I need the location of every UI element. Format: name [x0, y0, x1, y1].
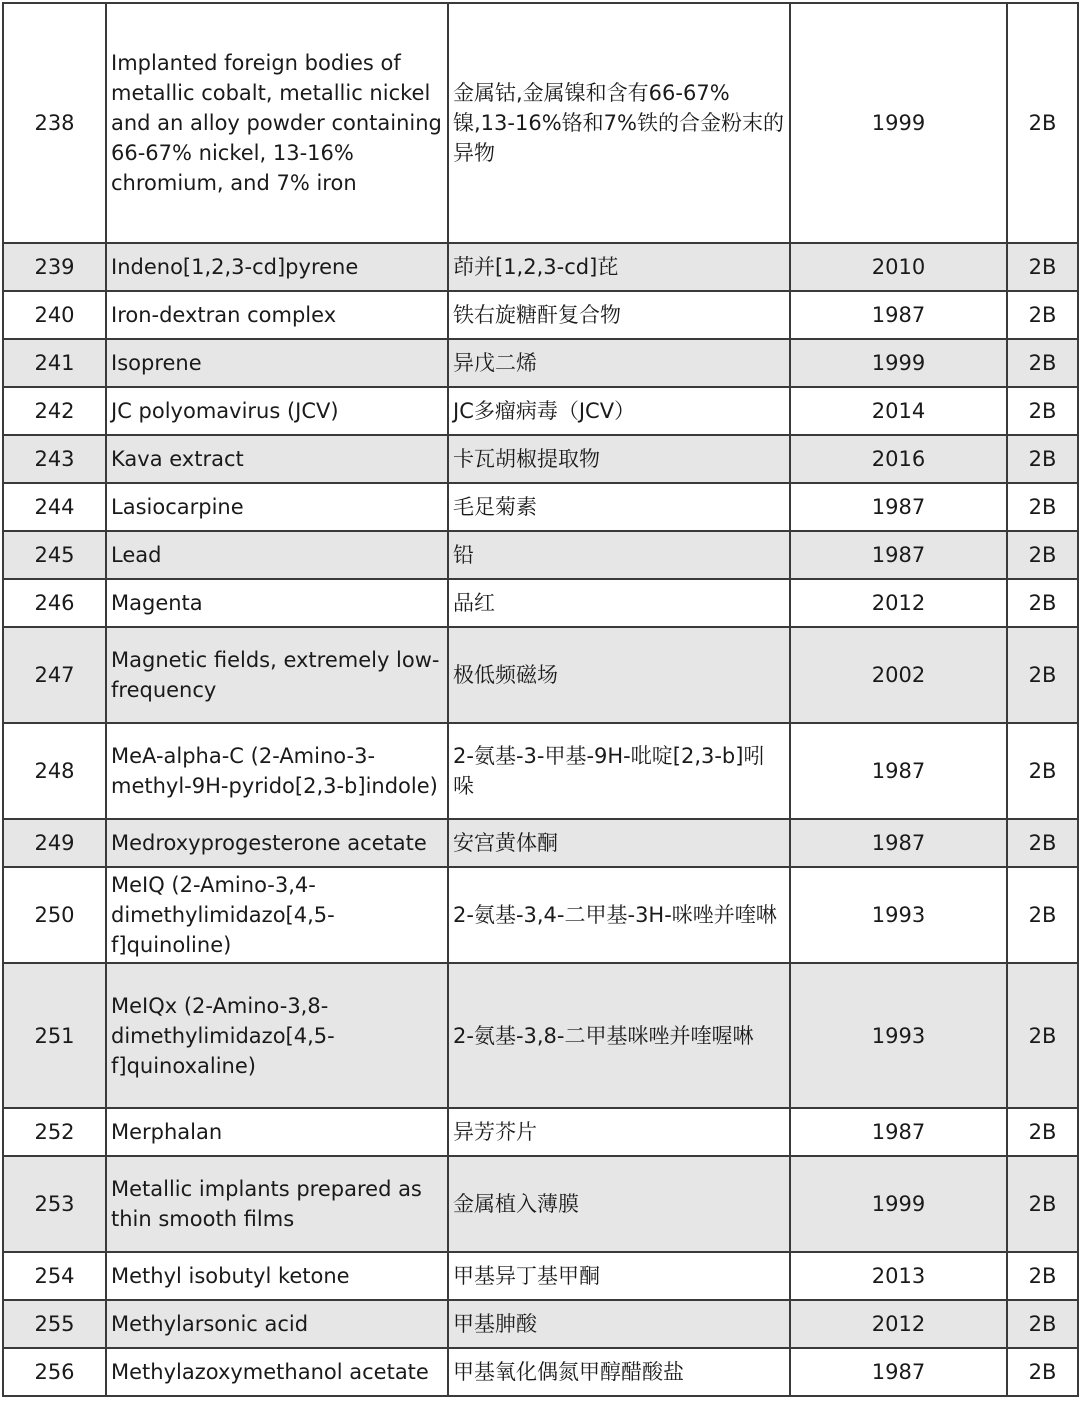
iarc-group: 2B	[1007, 483, 1078, 531]
iarc-group: 2B	[1007, 963, 1078, 1108]
chinese-name: 铁右旋糖酐复合物	[448, 291, 790, 339]
row-number: 248	[3, 723, 106, 819]
english-name: Methylazoxymethanol acetate	[106, 1348, 448, 1396]
chinese-name: 金属植入薄膜	[448, 1156, 790, 1252]
table-row	[3, 1156, 1078, 1252]
chinese-name: 2-氨基-3,4-二甲基-3H-咪唑并喹啉	[448, 867, 790, 963]
english-name: Magnetic fields, extremely low-frequency	[106, 627, 448, 723]
iarc-group: 2B	[1007, 291, 1078, 339]
chinese-name: 金属钴,金属镍和含有66-67%镍,13-16%铬和7%铁的合金粉末的异物	[448, 3, 790, 243]
iarc-group: 2B	[1007, 387, 1078, 435]
table-row	[3, 819, 1078, 867]
table-row	[3, 1348, 1078, 1396]
chinese-name: 安宫黄体酮	[448, 819, 790, 867]
evaluation-year: 1987	[790, 723, 1007, 819]
evaluation-year: 1999	[790, 339, 1007, 387]
chinese-name: 卡瓦胡椒提取物	[448, 435, 790, 483]
evaluation-year: 1993	[790, 963, 1007, 1108]
english-name: JC polyomavirus (JCV)	[106, 387, 448, 435]
iarc-group: 2B	[1007, 867, 1078, 963]
chinese-name: 铅	[448, 531, 790, 579]
evaluation-year: 2012	[790, 579, 1007, 627]
evaluation-year: 1987	[790, 291, 1007, 339]
chinese-name: 甲基胂酸	[448, 1300, 790, 1348]
english-name: Medroxyprogesterone acetate	[106, 819, 448, 867]
evaluation-year: 1987	[790, 531, 1007, 579]
row-number: 243	[3, 435, 106, 483]
chinese-name: 毛足菊素	[448, 483, 790, 531]
english-name: Implanted foreign bodies of metallic cobalt, metallic nickel and an alloy powder containing 66-67% nickel, 13-16% chromium, and 7% iron	[106, 3, 448, 243]
table-row	[3, 867, 1078, 963]
table-row	[3, 627, 1078, 723]
chinese-name: 甲基异丁基甲酮	[448, 1252, 790, 1300]
row-number: 240	[3, 291, 106, 339]
iarc-group: 2B	[1007, 1348, 1078, 1396]
evaluation-year: 2014	[790, 387, 1007, 435]
row-number: 239	[3, 243, 106, 291]
chinese-name: 2-氨基-3,8-二甲基咪唑并喹喔啉	[448, 963, 790, 1108]
table-row	[3, 1252, 1078, 1300]
english-name: Metallic implants prepared as thin smooth films	[106, 1156, 448, 1252]
row-number: 252	[3, 1108, 106, 1156]
english-name: Merphalan	[106, 1108, 448, 1156]
english-name: Methyl isobutyl ketone	[106, 1252, 448, 1300]
chinese-name: JC多瘤病毒（JCV）	[448, 387, 790, 435]
table-row	[3, 723, 1078, 819]
row-number: 241	[3, 339, 106, 387]
row-number: 254	[3, 1252, 106, 1300]
row-number: 251	[3, 963, 106, 1108]
table-row	[3, 3, 1078, 243]
table-row	[3, 339, 1078, 387]
chinese-name: 异戊二烯	[448, 339, 790, 387]
iarc-group: 2B	[1007, 1156, 1078, 1252]
iarc-group: 2B	[1007, 243, 1078, 291]
iarc-group: 2B	[1007, 1252, 1078, 1300]
evaluation-year: 2010	[790, 243, 1007, 291]
english-name: Indeno[1,2,3-cd]pyrene	[106, 243, 448, 291]
row-number: 244	[3, 483, 106, 531]
table-row	[3, 387, 1078, 435]
table-row	[3, 531, 1078, 579]
table-row	[3, 579, 1078, 627]
table-row	[3, 291, 1078, 339]
row-number: 253	[3, 1156, 106, 1252]
carcinogen-table	[2, 2, 1079, 1397]
english-name: Kava extract	[106, 435, 448, 483]
chinese-name: 极低频磁场	[448, 627, 790, 723]
evaluation-year: 1993	[790, 867, 1007, 963]
english-name: Magenta	[106, 579, 448, 627]
iarc-group: 2B	[1007, 1108, 1078, 1156]
evaluation-year: 1987	[790, 1108, 1007, 1156]
english-name: MeIQx (2-Amino-3,8-dimethylimidazo[4,5-f]quinoxaline)	[106, 963, 448, 1108]
english-name: Lead	[106, 531, 448, 579]
chinese-name: 2-氨基-3-甲基-9H-吡啶[2,3-b]吲哚	[448, 723, 790, 819]
evaluation-year: 1987	[790, 1348, 1007, 1396]
iarc-group: 2B	[1007, 1300, 1078, 1348]
english-name: MeA-alpha-C (2-Amino-3-methyl-9H-pyrido[2,3-b]indole)	[106, 723, 448, 819]
row-number: 238	[3, 3, 106, 243]
row-number: 245	[3, 531, 106, 579]
row-number: 256	[3, 1348, 106, 1396]
iarc-group: 2B	[1007, 531, 1078, 579]
evaluation-year: 2016	[790, 435, 1007, 483]
table-row	[3, 1108, 1078, 1156]
iarc-group: 2B	[1007, 3, 1078, 243]
english-name: MeIQ (2-Amino-3,4-dimethylimidazo[4,5-f]quinoline)	[106, 867, 448, 963]
english-name: Iron-dextran complex	[106, 291, 448, 339]
row-number: 247	[3, 627, 106, 723]
row-number: 246	[3, 579, 106, 627]
table-row	[3, 435, 1078, 483]
iarc-group: 2B	[1007, 627, 1078, 723]
row-number: 250	[3, 867, 106, 963]
table-row	[3, 1300, 1078, 1348]
evaluation-year: 1999	[790, 3, 1007, 243]
iarc-group: 2B	[1007, 723, 1078, 819]
chinese-name: 品红	[448, 579, 790, 627]
evaluation-year: 1987	[790, 819, 1007, 867]
table-body	[3, 3, 1078, 1396]
chinese-name: 茚并[1,2,3-cd]芘	[448, 243, 790, 291]
english-name: Methylarsonic acid	[106, 1300, 448, 1348]
iarc-group: 2B	[1007, 339, 1078, 387]
row-number: 249	[3, 819, 106, 867]
table-row	[3, 243, 1078, 291]
chinese-name: 甲基氧化偶氮甲醇醋酸盐	[448, 1348, 790, 1396]
iarc-group: 2B	[1007, 435, 1078, 483]
evaluation-year: 2002	[790, 627, 1007, 723]
english-name: Isoprene	[106, 339, 448, 387]
evaluation-year: 2012	[790, 1300, 1007, 1348]
iarc-group: 2B	[1007, 819, 1078, 867]
row-number: 255	[3, 1300, 106, 1348]
table-row	[3, 963, 1078, 1108]
chinese-name: 异芳芥片	[448, 1108, 790, 1156]
iarc-group: 2B	[1007, 579, 1078, 627]
evaluation-year: 1999	[790, 1156, 1007, 1252]
evaluation-year: 1987	[790, 483, 1007, 531]
row-number: 242	[3, 387, 106, 435]
evaluation-year: 2013	[790, 1252, 1007, 1300]
english-name: Lasiocarpine	[106, 483, 448, 531]
table-row	[3, 483, 1078, 531]
